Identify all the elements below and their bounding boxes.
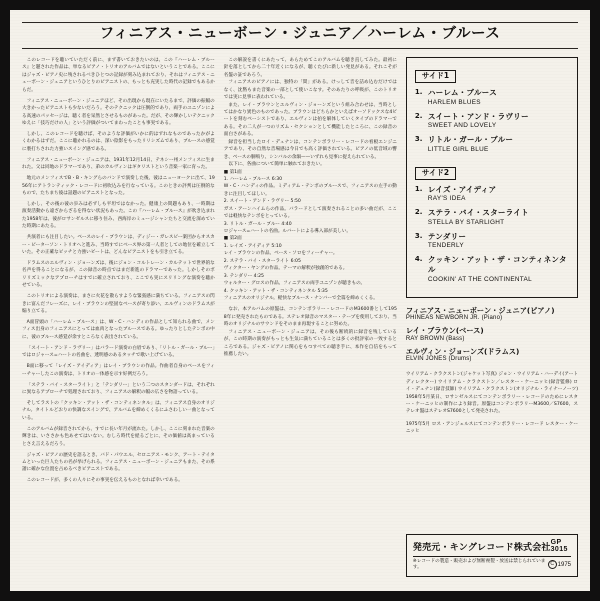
- track-row: [415, 135, 569, 154]
- track-row: [415, 88, 569, 107]
- liner-paragraph: 録音を担当したロイ・デュナンは、コンテンポラリー・レコードの看板エンジニアであり、その自然な音場感は今日でも高く評価されている。ピアノの低音域の響き、ベースの胴鳴り、シンバルの余韻——いずれも見事に捉えられている。: [223, 139, 397, 160]
- personnel-name-en: PHINEAS NEWBORN JR. (Piano): [405, 315, 503, 322]
- track-note: ロジャース=ハートの名曲。ルバートによる導入部が美しい。: [223, 229, 352, 234]
- liner-paragraph: ジャズ・ピアノの歴史を語るとき、バド・パウエル、セロニアス・モンク、アート・テイタムといった巨人たちの名が挙げられる。フィニアス・ニューボーン・ジュニアもまた、その系譜に確かな位置を占めるべきピアニストである。: [22, 452, 215, 473]
- catalog-number: GP 3015: [550, 539, 568, 553]
- track-title-en: TENDERLY: [427, 242, 464, 250]
- track-line: 3. リトル・ガール・ブルー 4:40: [223, 221, 292, 227]
- personnel-list: [406, 306, 578, 364]
- liner-paragraph: この解説を書くにあたって、あらためてこのアルバムを聴き直してみた。最初に針を落としてから二十年近くになるが、聴くたびに新しい発見がある。それこそが名盤の証であろう。: [223, 57, 397, 78]
- personnel-name-ja: エルヴィン・ジョーンズ(ドラムス): [405, 347, 520, 357]
- track-note: ウォルター・グロスの作品。フィニアスの両手ユニゾンが聴きもの。: [223, 281, 366, 287]
- liner-paragraph: フィニアスのピアノには、独特の「間」がある。けっして音を詰め込むだけではなく、沈黙もまた音楽の一部として使いこなす。そのあたりの呼吸が、このトリオでは実に見事に表われている。: [223, 80, 397, 101]
- track-row: [415, 255, 569, 284]
- side-1-list-heading: ■ 第1面: [223, 169, 242, 175]
- liner-paragraph: このレコードが、多くの人々にその事実を伝えるものとなれば幸いである。: [26, 478, 183, 484]
- side-1-heading: サイド1: [415, 70, 456, 83]
- personnel-row: [406, 326, 578, 343]
- liner-paragraph: また、レイ・ブラウンとエルヴィン・ジョーンズという組み合わせは、当時としてはかなり異色のものであった。ブラウンはどちらかといえばオーソドックスな4ビートを刻むベーシストであり、エルヴィンは拍を解体していくタイプのドラマーである。その二人が一つのリズム・セクションとして機能したところに、この録音の面白さがある。: [223, 102, 397, 138]
- track-title-ja: リトル・ガール・ブルー: [427, 135, 514, 145]
- track-note: W・C・ハンディの作品。ミディアム・テンポのブルースで、フィニアスの左手の動きに注目してほしい。: [223, 184, 397, 197]
- liner-notes-middle-column: [224, 57, 397, 577]
- side-2-heading: サイド2: [415, 167, 456, 180]
- track-note: フィニアスのオリジナル。軽快なブルース・ナンバーで全篇を締めくくる。: [223, 295, 378, 301]
- liner-paragraph: しかし、このレコードを聴けば、そのような評価がいかに的はずれなものであったかがよくわかるはずだ。ここに聴かれるのは、深い陰影をもったリリシズムであり、ブルースの感覚に裏打ちされた力強いスイング感である。: [22, 131, 215, 152]
- personnel-name-ja: フィニアス・ニューボーン・ジュニア(ピアノ): [405, 305, 555, 315]
- side-2-list-heading: ■ 第2面: [223, 236, 242, 242]
- personnel-name-ja: レイ・ブラウン(ベース): [405, 326, 484, 336]
- personnel-row: [406, 306, 578, 323]
- liner-paragraph: 以下に、各曲について簡単に触れておきたい。: [228, 162, 325, 168]
- session-note: 1975年5月 ロス・アンジェルスにてコンテンポラリー・レコード レスター・ケーニッヒ: [405, 421, 579, 435]
- track-line: 3. テンダリー 4:25: [223, 273, 264, 279]
- liner-paragraph: このレコードを聴いていただく前に、まず書いておきたいのは、この『ハーレム・ブルース』と題された作品は、単なるピアノ・トリオのアルバムではないということである。ここにはジャズ・ピアノ史に残されるべきひとつの記録が刻み込まれており、それはフィニアス・ニューボーン・ジュニアというひとりのピアニストの、もっとも充実した時代の記録でもあるからだ。: [22, 57, 215, 93]
- track-title-en: STELLA BY STARLIGHT: [427, 218, 505, 226]
- personnel-name-en: ELVIN JONES (Drums): [405, 356, 472, 363]
- track-number: 3.: [414, 135, 423, 144]
- liner-paragraph: なお、本アルバムの原盤は、コンテンポラリー・レコードのM3600番として1958年に発売されたものである。ステレオ録音のマスター・テープを使用しており、当時のオリジナルのサウンドをそのまま再現することに努めた。: [223, 307, 397, 328]
- liner-paragraph: 地元のメンフィスでB・B・キングらのバンドで演奏した後、彼はニューヨークに出て、1956年にアトランティック・レコードに初吹込みを行なっている。このときの評判は圧倒的なもので、たちまち彼は話題のピアニストとなった。: [22, 176, 215, 196]
- track-number: 3.: [414, 231, 423, 240]
- track-listing-column: [406, 57, 578, 577]
- track-listing-panel: [406, 57, 578, 298]
- copyright-year: 1975: [557, 561, 572, 568]
- content-columns: [22, 57, 578, 577]
- liner-paragraph: フィニアス・ニューボーン・ジュニアは、1931年12月14日、テネシー州メンフィスに生まれた。父は同地のドラマーであり、弟のカルヴィンはギタリストという音楽一家に育った。: [22, 157, 215, 171]
- liner-notes-left-column: [22, 57, 215, 577]
- track-number: 2.: [414, 111, 423, 120]
- personnel-name-en: RAY BROWN (Bass): [405, 335, 465, 342]
- album-title: フィニアス・ニューボーン・ジュニア／ハーレム・ブルース: [99, 26, 501, 42]
- track-title-en: LITTLE GIRL BLUE: [427, 145, 489, 153]
- liner-paragraph: B面に移って「レイズ・アイディア」はレイ・ブラウンの作品。作曲者自身のベースをフィーチャーしたこの演奏は、トリオの一体感を示す好例だろう。: [22, 364, 215, 377]
- track-row: [415, 185, 569, 204]
- track-title-ja: スイート・アンド・ラヴリー: [427, 111, 529, 121]
- liner-notes-page: [10, 10, 590, 591]
- liner-paragraph: しかし、その後の彼の歩みは必ずしも平坦ではなかった。健康上の問題もあり、一時期は演奏活動から遠ざからざるを得ない状況もあった。この『ハーレム・ブルース』が吹き込まれた1958年は、彼がロサンゼルスに移り住み、西海岸のミュージシャンたちと交流を深めていた時期にあたる。: [22, 201, 215, 230]
- track-number: 4.: [414, 255, 423, 264]
- track-line: 2. ステラ・バイ・スターライト 6:05: [223, 258, 301, 264]
- liner-paragraph: このアルバムが録音されてから、すでに長い年月が流れた。しかし、ここに刻まれた音楽の輝きは、いささかも色あせてはいない。むしろ時代を経るごとに、その価値は高まっているとさえ言えるだろう。: [22, 426, 215, 447]
- track-line: 2. スイート・アンド・ラヴリー 5:50: [223, 199, 301, 205]
- track-title-ja: ステラ・バイ・スターライト: [427, 208, 529, 218]
- track-note: レイ・ブラウンの作品。ベース・ソロをフィーチャー。: [223, 251, 338, 257]
- album-title-bar: [22, 22, 578, 49]
- track-row: [415, 112, 569, 131]
- track-row: [415, 232, 569, 251]
- track-title-ja: レイズ・アイディア: [427, 184, 497, 194]
- liner-paragraph: 「スイート・アンド・ラヴリー」はバラード演奏の白眉であり、「リトル・ガール・ブルー」ではロジャース=ハートの名曲を、透明感のあるタッチで歌い上げている。: [22, 345, 215, 359]
- liner-paragraph: フィニアス・ニューボーン・ジュニアは、その後も断続的に録音を残しているが、この時期の演奏がもっとも生気に満ちていることは多くの批評家の一致するところである。ジャズ・ピアノに関心をもつすべての聴き手に、本作を自信をもって推薦したい。: [223, 329, 397, 357]
- copyright-icon: C: [548, 560, 557, 569]
- track-title-ja: ハーレム・ブルース: [427, 88, 497, 98]
- liner-paragraph: フィニアス・ニューボーン・ジュニアほど、その出現から現在にいたるまで、評価の振幅の大きかったピアニストも少ないだろう。そのテクニックは圧倒的であり、両手のユニゾンによる高速のパッセージは、聴く者を呆然とさせるものがあった。だが、その輝かしいテクニックゆえに「技巧だけの人」という評価がついてまわったことも事実である。: [22, 98, 215, 126]
- track-title-en: SWEET AND LOVELY: [427, 122, 497, 130]
- liner-paragraph: 「ステラ・バイ・スターライト」と「テンダリー」という二つのスタンダードは、それぞれに異なるアプローチで処理されており、フィニアスの解釈の幅の広さを物語っている。: [22, 382, 215, 395]
- track-number: 1.: [414, 184, 423, 193]
- track-line: 1. レイズ・アイディア 5:10: [223, 243, 282, 249]
- track-number: 1.: [414, 88, 423, 97]
- track-title-en: HARLEM BLUES: [427, 98, 481, 106]
- copyright-year-block: [548, 560, 571, 569]
- track-title-ja: クッキン・アット・ザ・コンティネンタル: [427, 255, 567, 275]
- personnel-row: [406, 347, 578, 364]
- track-row: [415, 208, 569, 227]
- track-line: 1. ハーレム・ブルース 6:30: [223, 176, 283, 182]
- production-credits: ウイリアム・クラクストン(ジャケット写真) ジョン・ウイリアム・ハーデイ(アートディレクター) ウイリアム・クラクストン／レスター・ケーニッヒ(録音監修) ロイ・デュナン(録音技師) ウイリアム・クラクストン(オリジナル・ライナーノーツ) 1958年5月某日、ロサンゼルスにてコンテンポラリー・レコードのためにレスター・ケーニッヒの制作により録音。原盤はコンテンポラリーM3600／S7600、ステレオ盤はステレオS7600として発売された。: [405, 372, 579, 415]
- liner-paragraph: A面冒頭の「ハーレム・ブルース」は、W・C・ハンディの作品として知られる曲で、メンフィス出身のフィニアスにとっては血肉となったブルースである。ゆったりとしたテンポの中に、彼のブルース感覚が余すところなく表出されている。: [22, 320, 215, 340]
- track-note: ヴィクター・ヤングの作品。テーマの解釈が独創的である。: [223, 266, 348, 272]
- footer-divider: [413, 556, 571, 557]
- liner-paragraph: 共演者にも注目したい。ベースのレイ・ブラウンは、ディジー・ガレスピー楽団からオスカー・ピーターソン・トリオへと進み、当時すでにベース界の第一人者としての地位を確立していた。その正確なピッチと力強いビートは、どんなピアニストをも引き立てる。: [22, 235, 215, 255]
- liner-paragraph: ドラムスのエルヴィン・ジョーンズは、後にジョン・コルトレーン・カルテットで世界的な名声を得ることになるが、この録音の時点ではまだ新進のドラマーであった。しかしそのポリリズミックなアプローチはすでに確立されており、ここでも実にスリリングな演奏を聴かせている。: [22, 260, 215, 289]
- liner-paragraph: このトリオによる演奏は、まさに火花を散らすような緊張感に満ちている。フィニアスの閃きに富んだフレーズに、レイ・ブラウンの堅固なベースが寄り添い、エルヴィンのドラムスが煽り立てる。: [22, 294, 215, 315]
- copyright-notice: ※レコードの製造・販売および無断複製・放送は禁じられています。: [412, 559, 546, 570]
- track-note: ガス・アーンハイムらの作品。バラードとして演奏されることの多い曲だが、ここでは軽快なテンポをとっている。: [223, 206, 397, 220]
- label-name: 発売元・キングレコード株式会社: [412, 542, 551, 553]
- track-title-ja: テンダリー: [427, 231, 467, 241]
- track-title-en: COOKIN' AT THE CONTINENTAL: [427, 275, 532, 283]
- liner-paragraph: そしてラストの「クッキン・アット・ザ・コンティネンタル」は、フィニアス自身のオリジナル。タイトルどおりの快調なスイングで、アルバムを締めくくるにふさわしい一曲となっている。: [22, 400, 215, 421]
- track-title-en: RAY'S IDEA: [427, 195, 466, 203]
- track-number: 2.: [414, 208, 423, 217]
- track-line: 4. クッキン・アット・ザ・コンティネンタル 5:35: [223, 288, 328, 294]
- label-footer: [406, 534, 578, 577]
